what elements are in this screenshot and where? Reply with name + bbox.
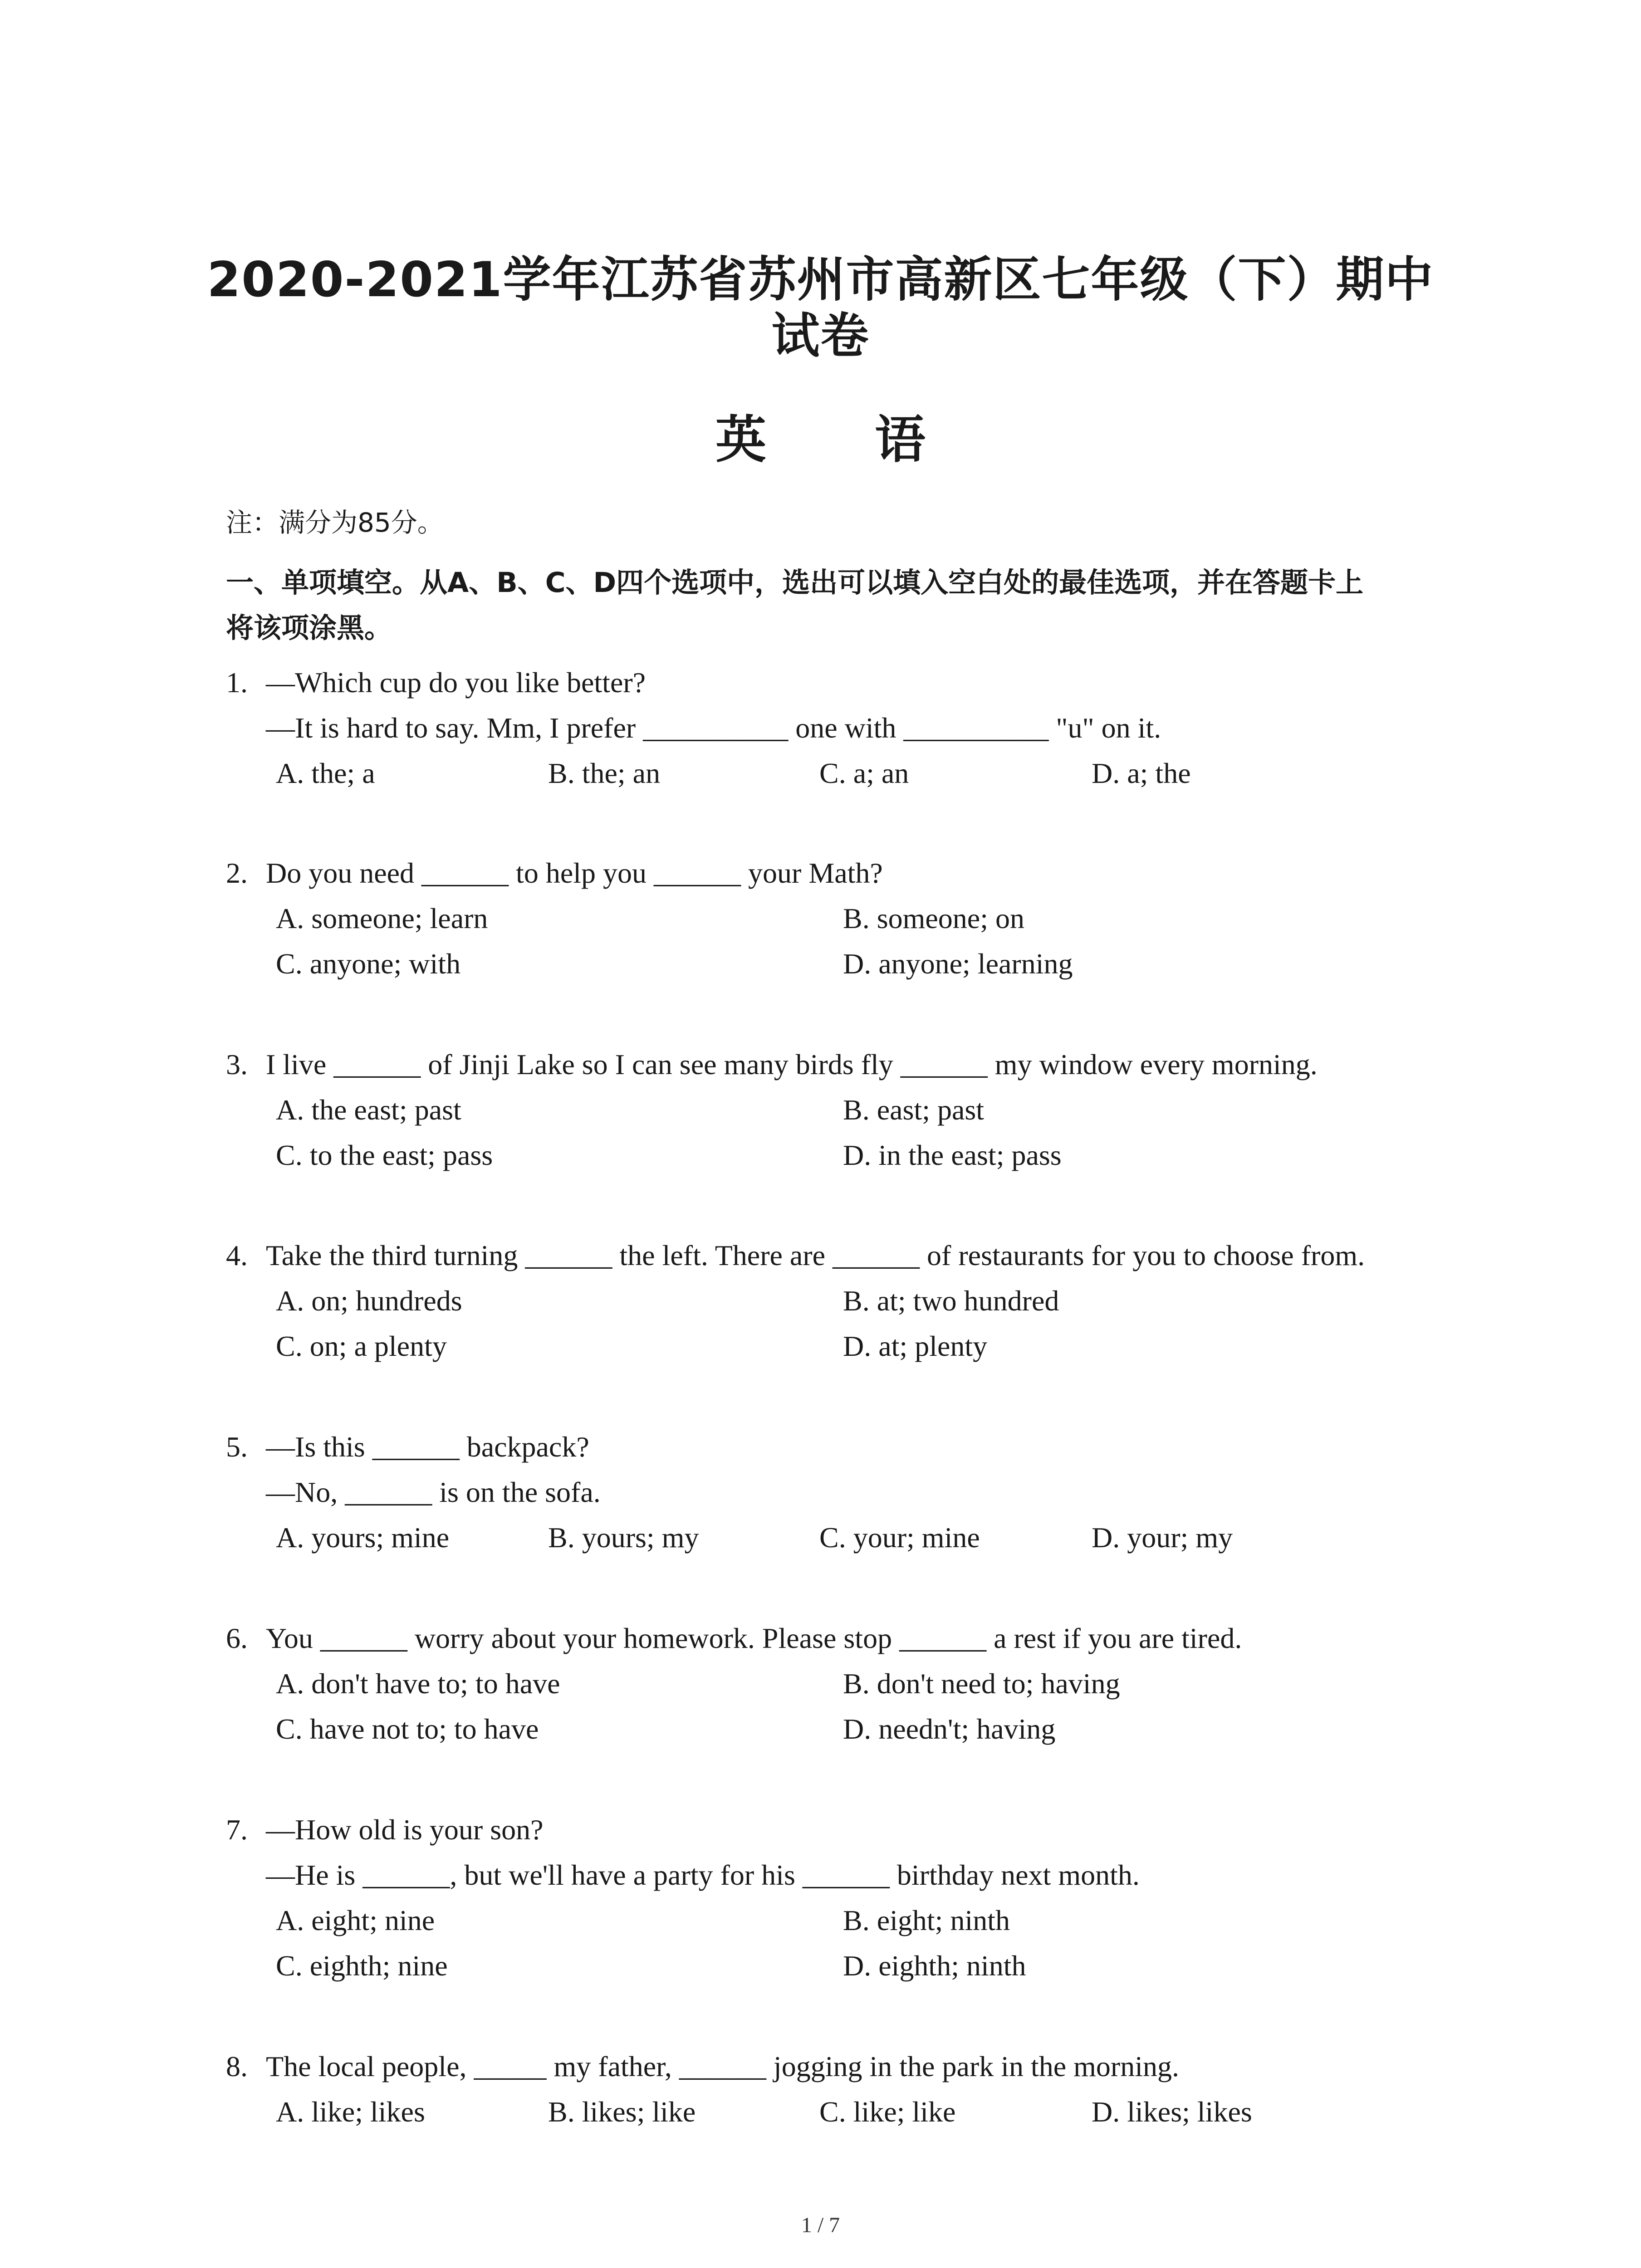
page-number: 1 / 7 [801, 2213, 840, 2237]
question-stem-line [226, 1853, 1542, 1898]
question-stem-line [226, 1807, 1542, 1853]
question-number: 4. [226, 1239, 248, 1271]
answer-option-a: A. yours; mine [276, 1521, 450, 1554]
option-row [276, 1324, 1542, 1369]
answer-option-d: D. in the east; pass [843, 1139, 1062, 1171]
answer-option-a: A. someone; learn [276, 902, 488, 934]
answer-option-d: D. needn't; having [843, 1713, 1056, 1745]
question-stem-line [226, 2044, 1542, 2089]
question-number: 3. [226, 1048, 248, 1080]
answer-option-b: B. yours; my [548, 1521, 699, 1554]
question-stem-text: —No, ______ is on the sofa. [266, 1476, 601, 1508]
question-7 [226, 1807, 1542, 1989]
answer-option-c: C. have not to; to have [276, 1713, 539, 1745]
question-4 [226, 1233, 1542, 1369]
answer-option-a: A. eight; nine [276, 1904, 435, 1936]
option-row [276, 1661, 1542, 1706]
option-row [276, 1515, 1542, 1560]
question-8 [226, 2044, 1542, 2135]
question-stem-text: Do you need ______ to help you ______ your Math? [266, 857, 883, 889]
option-row [276, 1898, 1542, 1943]
answer-option-b: B. the; an [548, 757, 661, 789]
section-heading-line-1: 一、单项填空。从A、B、C、D四个选项中，选出可以填入空白处的最佳选项，并在答题卡上 [226, 567, 1364, 599]
answer-option-a: A. the; a [276, 757, 375, 789]
answer-option-a: A. don't have to; to have [276, 1667, 560, 1700]
question-stem-text: —Which cup do you like better? [266, 666, 646, 699]
page-title [181, 252, 1460, 364]
answer-option-b: B. likes; like [548, 2096, 696, 2128]
section-heading-line-2: 将该项涂黑。 [226, 612, 392, 644]
option-row [276, 941, 1542, 987]
question-stem-line [226, 660, 1542, 705]
answer-option-d: D. at; plenty [843, 1330, 988, 1362]
question-stem-text: You ______ worry about your homework. Please stop ______ a rest if you are tired. [266, 1622, 1242, 1654]
question-stem-line [226, 1616, 1542, 1661]
question-number: 7. [226, 1813, 248, 1846]
answer-option-c: C. a; an [819, 757, 909, 789]
answer-option-c: C. anyone; with [276, 948, 461, 980]
answer-option-a: A. on; hundreds [276, 1285, 462, 1317]
question-stem-line [226, 1233, 1542, 1278]
answer-option-a: A. like; likes [276, 2096, 425, 2128]
answer-option-a: A. the east; past [276, 1094, 461, 1126]
answer-option-d: D. likes; likes [1092, 2096, 1252, 2128]
title-line-1: 2020-2021学年江苏省苏州市高新区七年级（下）期中 [207, 252, 1434, 308]
answer-option-d: D. anyone; learning [843, 948, 1073, 980]
question-stem-text: Take the third turning ______ the left. There are ______ of restaurants for you to choose from. [266, 1239, 1365, 1271]
question-stem-text: —Is this ______ backpack? [266, 1431, 589, 1463]
option-row [276, 1706, 1542, 1752]
question-stem-line [226, 850, 1542, 896]
question-stem-line [226, 1042, 1542, 1087]
question-1 [226, 660, 1542, 796]
answer-option-c: C. your; mine [819, 1521, 980, 1554]
answer-option-b: B. don't need to; having [843, 1667, 1120, 1700]
question-stem-line [226, 705, 1542, 751]
question-number: 1. [226, 666, 248, 699]
answer-option-c: C. like; like [819, 2096, 956, 2128]
answer-option-c: C. eighth; nine [276, 1950, 448, 1982]
question-stem-text: —How old is your son? [266, 1813, 544, 1846]
question-3 [226, 1042, 1542, 1178]
question-stem-line [226, 1470, 1542, 1515]
answer-option-d: D. your; my [1092, 1521, 1233, 1554]
answer-option-c: C. to the east; pass [276, 1139, 493, 1171]
answer-option-b: B. at; two hundred [843, 1285, 1059, 1317]
question-stem-text: The local people, _____ my father, ______ jogging in the park in the morning. [266, 2050, 1179, 2082]
question-stem-text: —It is hard to say. Mm, I prefer __________ one with __________ "u" on it. [266, 712, 1161, 744]
section-heading [226, 560, 1451, 651]
question-5 [226, 1424, 1542, 1560]
option-row [276, 1133, 1542, 1178]
subject-heading: 英 语 [715, 411, 971, 469]
option-row [276, 2089, 1542, 2135]
question-number: 5. [226, 1431, 248, 1463]
answer-option-b: B. someone; on [843, 902, 1024, 934]
option-row [276, 751, 1542, 796]
question-6 [226, 1616, 1542, 1752]
question-stem-text: I live ______ of Jinji Lake so I can see many birds fly ______ my window every morning. [266, 1048, 1318, 1080]
score-note: 注：满分为85分。 [226, 507, 444, 538]
answer-option-b: B. east; past [843, 1094, 985, 1126]
option-row [276, 896, 1542, 941]
option-row [276, 1943, 1542, 1989]
answer-option-d: D. a; the [1092, 757, 1191, 789]
question-number: 8. [226, 2050, 248, 2082]
question-number: 6. [226, 1622, 248, 1654]
answer-option-c: C. on; a plenty [276, 1330, 447, 1362]
answer-option-b: B. eight; ninth [843, 1904, 1010, 1936]
title-line-2: 试卷 [771, 308, 870, 364]
question-number: 2. [226, 857, 248, 889]
option-row [276, 1087, 1542, 1133]
question-stem-text: —He is ______, but we'll have a party for his ______ birthday next month. [266, 1859, 1140, 1891]
question-stem-line [226, 1424, 1542, 1470]
answer-option-d: D. eighth; ninth [843, 1950, 1026, 1982]
question-2 [226, 850, 1542, 987]
option-row [276, 1278, 1542, 1324]
